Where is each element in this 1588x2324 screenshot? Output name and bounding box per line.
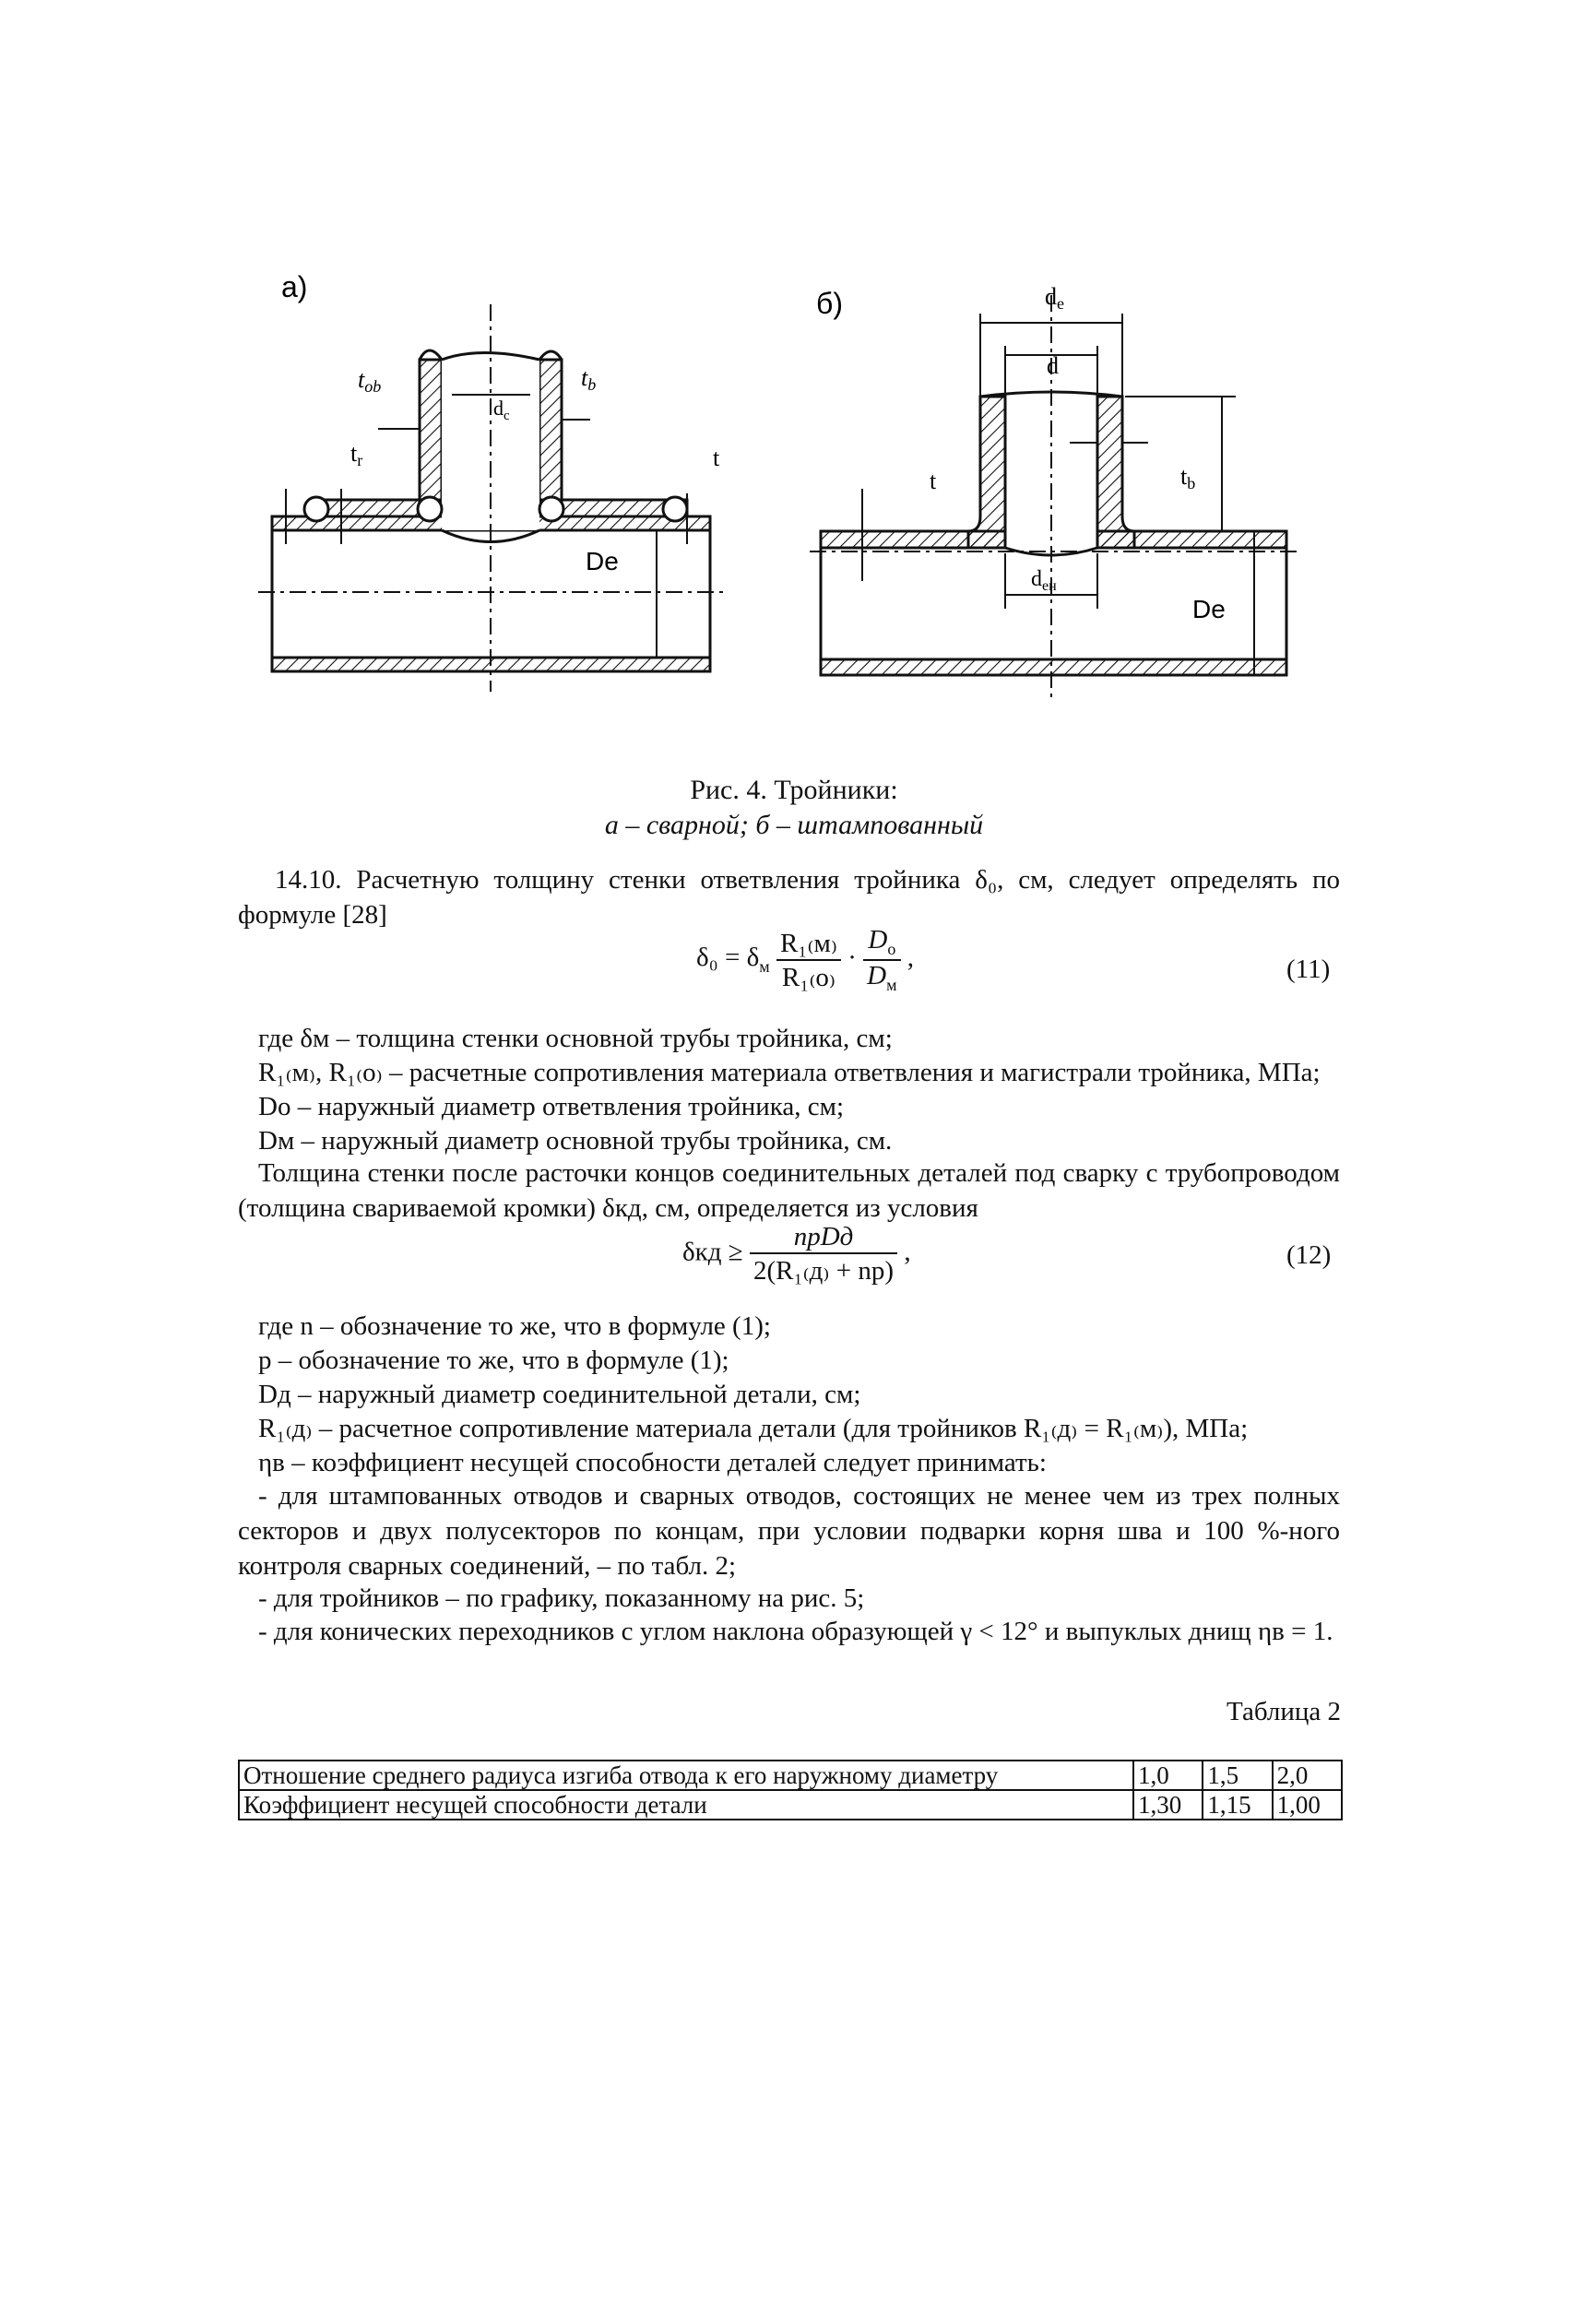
table-cell: 1,15 [1203,1790,1272,1820]
equation-number-12: (12) [1286,1240,1332,1270]
tee-drawings [258,267,1310,701]
paragraph-14-10: 14.10. Расчетную толщину стенки ответвления тройника δ₀, см, следует определять по формуле [28] [238,865,1340,930]
paragraph-wall-thickness: Толщина стенки после расточки концов соединительных деталей под сварку с трубопроводом (толщина свариваемой кромки) δкд, см, определяется из условия [238,1158,1340,1223]
eq12-fraction: $\frac{\text{npDд}}{\text{2(R₁₍д₎ + np)}}$ [750,1222,897,1286]
bullet-3: - для конических переходников с углом наклона образующей γ < 12° и выпуклых днищ ηв = 1. [258,1617,1333,1646]
panel-b-label: б) [816,287,843,320]
var-line-5: ηв – коэффициент несущей способности деталей следует принимать: [258,1448,1047,1477]
table-cell: 1,00 [1273,1790,1342,1820]
table-2-title: Таблица 2 [1227,1697,1342,1726]
table-row [239,1761,1342,1790]
label-t-b: t [930,468,937,494]
label-t-a: t [713,445,720,471]
figure-caption-line1: Рис. 4. Тройники: [690,775,898,805]
table-row [239,1790,1342,1820]
table-cell: 1,0 [1133,1761,1203,1790]
figure-caption-line2: а – сварной; б – штампованный [604,810,984,840]
label-dc: $d_c$ [493,397,510,423]
where-line-1: где δм – толщина стенки основной трубы тройника, см; [258,1024,893,1053]
table-cell: 1,30 [1133,1790,1203,1820]
formula-12: δкд ≥ $\frac{\text{npDд}}{\text{2(R₁₍д₎ + np)}}$ , [682,1222,911,1286]
panel-a-label: а) [281,270,308,303]
table-cell: 1,5 [1203,1761,1272,1790]
label-tob: tob [358,366,382,396]
label-tb-b: tb [1180,463,1196,492]
eq11-fraction-r: $\frac{\text{R₁₍м₎}}{\text{R₁₍о₎}}$ [776,927,841,993]
equation-number-11: (11) [1286,954,1331,984]
where-line-3: Dо – наружный диаметр ответвления тройника, см; [258,1092,845,1121]
label-d: d [1047,352,1059,379]
var-line-4: R₁₍д₎ – расчетное сопротивление материала детали (для тройников R₁₍д₎ = R₁₍м₎), МПа; [258,1414,1249,1443]
eq11-lhs: $\delta_0 = \delta_м$ [696,943,770,977]
label-den: $d_{eн}$ [1031,567,1057,594]
panel-a-welded-tee [258,304,724,692]
label-de: de [1045,283,1064,313]
label-De-b: De [1192,595,1226,623]
var-line-1: где n – обозначение то же, что в формуле (1); [258,1311,771,1341]
label-De-a: De [586,547,619,575]
where-line-4: Dм – наружный диаметр основной трубы тройника, см. [258,1126,893,1156]
table-cell: 2,0 [1273,1761,1342,1790]
table-cell: Отношение среднего радиуса изгиба отвода к его наружному диаметру [239,1761,1133,1790]
eq12-lhs: δкд ≥ [682,1237,743,1267]
label-tb-a: tb [581,364,597,394]
bullet-2: - для тройников – по графику, показанному на рис. 5; [258,1583,865,1613]
formula-11: $\delta_0 = \delta_м$ $\frac{\text{R₁₍м₎}}{\text{R₁₍о₎}}$ · $\frac{D_о}{D_м}$ , [696,925,915,994]
table-2 [238,1760,1343,1820]
eq11-fraction-d: $\frac{D_о}{D_м}$ [863,925,900,995]
label-tr: tr [350,440,363,469]
figure-4 [258,267,1310,706]
bullet-1: - для штампованных отводов и сварных отводов, состоящих не менее чем из трех полных секторов и двух полусекторов по концам, при условии подварки корня шва и 100 %-ного контроля сварных соединений, – по табл. 2; [238,1481,1340,1581]
where-line-2: R₁₍м₎, R₁₍о₎ – расчетные сопротивления материала ответвления и магистрали тройника, МПа; [258,1058,1321,1087]
var-line-2: p – обозначение то же, что в формуле (1); [258,1346,729,1375]
table-cell: Коэффициент несущей способности детали [239,1790,1133,1820]
var-line-3: Dд – наружный диаметр соединительной детали, см; [258,1380,861,1409]
